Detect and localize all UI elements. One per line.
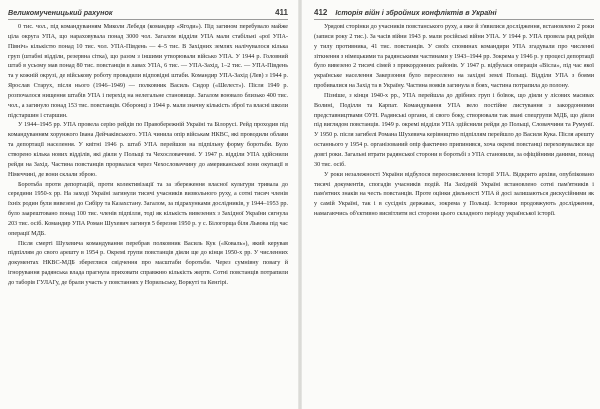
- left-page-body: [8, 23, 288, 289]
- running-title: Історія війн і збройних конфліктів в Україні: [335, 7, 497, 17]
- paragraph: Боротьба проти депортацій, проти колективізації та за збереження власної культури тривала до середини 1950-х рр. На заході Україні загинули тисячі учасників визвольного руху, а сотні тисяч членів їхніх родин були вивезені до Сибіру та Казахстану. Загалом, за підрахунками дослідників, у 1944–1953 рр. було заарештовано понад 100 тис. членів підпілля, тоді як кількість вивезених з Західної України сягнула 203 тис. осіб. Командир УПА Роман Шухевич загинув 5 березня 1950 р. у с. Білогорща біля Львова під час операції МДБ.: [8, 181, 288, 237]
- right-page: [302, 0, 600, 409]
- page-number: 411: [275, 7, 288, 17]
- paragraph: Пізніше, з кінця 1940-х рр., УПА перейшла до дрібних груп і боївок, що діяли у лісових масивах Волині, Поділля та Карпат. Командування УПА вело постійне листування з закордонними представництвами ОУН. Радянські органи, зі свого боку, створювали так звані спецгрупи МДБ, що діяли під виглядом повстанців. 1949 р. окремі відділи УПА здійснили рейди до Польщі, Словаччини та Румунії. У 1950 р. після загибелі Романа Шухевича керівництво підпіллям перейшло до Василя Кука. Після арешту останнього у 1954 р. організований опір фактично припинився, хоча окремі повстанці переховувалися ще довгі роки. Загальні втрати радянської сторони в боротьбі з УПА становили, за офіційними даними, понад 30 тис. осіб.: [314, 92, 594, 168]
- paragraph: 0 тис. чол., під командуванням Миколи Лебедя (командир «Ягоди»). Під загином перебувало майже ціла округа УПА, що нараховувала понад 3000 чол. Загалом відділи УПА мали стабільні «рої УПА-Північ» кількістю понад 10 тис. чол. УПА-Південь — 4–5 тис. В Західних землях налічувалося кілька груп (штабні відділи, резервна сітка), що разом з іншими утворювали військо УПА. У 1944 р. Головний штаб в усьому мав понад 80 тис. повстанців в лавах УПА, 6 тис. — УПА-Захід, 1–2 тис. — УПА-Південь та у кожній окрузі, де військову роботу провадили відповідні штаби. Командир УПА-Захід (Лев) з 1944 р. Ярослав Старух, після нього (1946–1949) — полковник Василь Сидор («Шелест»). Після 1949 р. розпочалося нищення штабів УПА і перехід на нелегальне становище. Загалом воювало близько 400 тис. чол., а загинуло понад 153 тис. повстанців. Оборонці з 1944 р. мали значну кількість зброї та власні школи підстаршин і старшин.: [8, 24, 288, 119]
- left-page: [0, 0, 298, 409]
- paragraph: У 1944–1945 рр. УПА провела серію рейдів по Правобережній Україні та Білорусі. Рейд проходив під командуванням хорунжого Івана Дейчаківського. УПА чинила опір військам НКВС, які проводили облави та депортації населення. У квітні 1946 р. штаб УПА перейшов на підпільну форму боротьби. Було створено кілька нових відділів, які діяли у Польщі та Чехословаччині. У 1947 р. відділи УПА здійснили рейди на Захід. Частина повстанців прорвалася через Чехословаччину до американської зони окупації в Німеччині, де вони склали зброю.: [8, 122, 288, 178]
- running-title: Великомученицький рахунок: [8, 7, 113, 17]
- right-page-body: [314, 23, 594, 220]
- left-page-header: [8, 5, 288, 20]
- paragraph: У роки незалежності України відбулося переосмислення історії УПА. Відкрито архіви, опубліковано тисячі документів, спогадів учасників подій. На Західній Україні встановлено сотні пам'ятників і пам'ятних знаків на честь повстанців. Проте оцінки діяльності УПА й досі залишаються дискусійними як у самій Україні, так і в сусідніх державах, зокрема у Польщі. Історики продовжують дослідження, намагаючись об'єктивно висвітлити всі сторони цього складного періоду української історії.: [314, 171, 594, 218]
- right-page-header: [314, 5, 594, 20]
- paragraph: Після смерті Шухевича командування перебрав полковник Василь Кук («Коваль»), який керував підпіллям до свого арешту в 1954 р. Окремі групи повстанців діяли ще до кінця 1950-х рр. У численних документах НКВС-МДБ збереглися свідчення про масштаби боротьби. Через сумнівну повагу й ігнорування радянська влада прагнула приховати справжню кількість жертв. Сотні повстанців потрапили до таборів ГУЛАГу, де брали участь у повстаннях у Норильську, Воркуті та Кенгірі.: [8, 240, 288, 286]
- page-number: 412: [314, 7, 328, 17]
- paragraph: Урядові сторінки до учасників повстанського руху, а вже й з'явилися дослідження, встановлено 2 роки (записи року 2 тис.). За часів війни 1943 р. мали російські війни УПА. У 1944 р. УПА провела ряд рейдів у тилу противника, 41 тис. повстанців. У своїх споминах командири УПА згадували про численні зіткнення з німецькими та радянськими частинами у 1943–1944 рр. Зокрема у 1946 р. у процесі депортації було вивезено 2 тисячі сімей з прикордонних районів. У 1947 р. відбулася операція «Вісла», під час якої українське населення Закерзоння було переселено на західні землі Польщі. Відділи УПА з боями пробивалися на Захід та в Україну. Частина вояків загинула в боях, частина потрапила до полону.: [314, 24, 594, 90]
